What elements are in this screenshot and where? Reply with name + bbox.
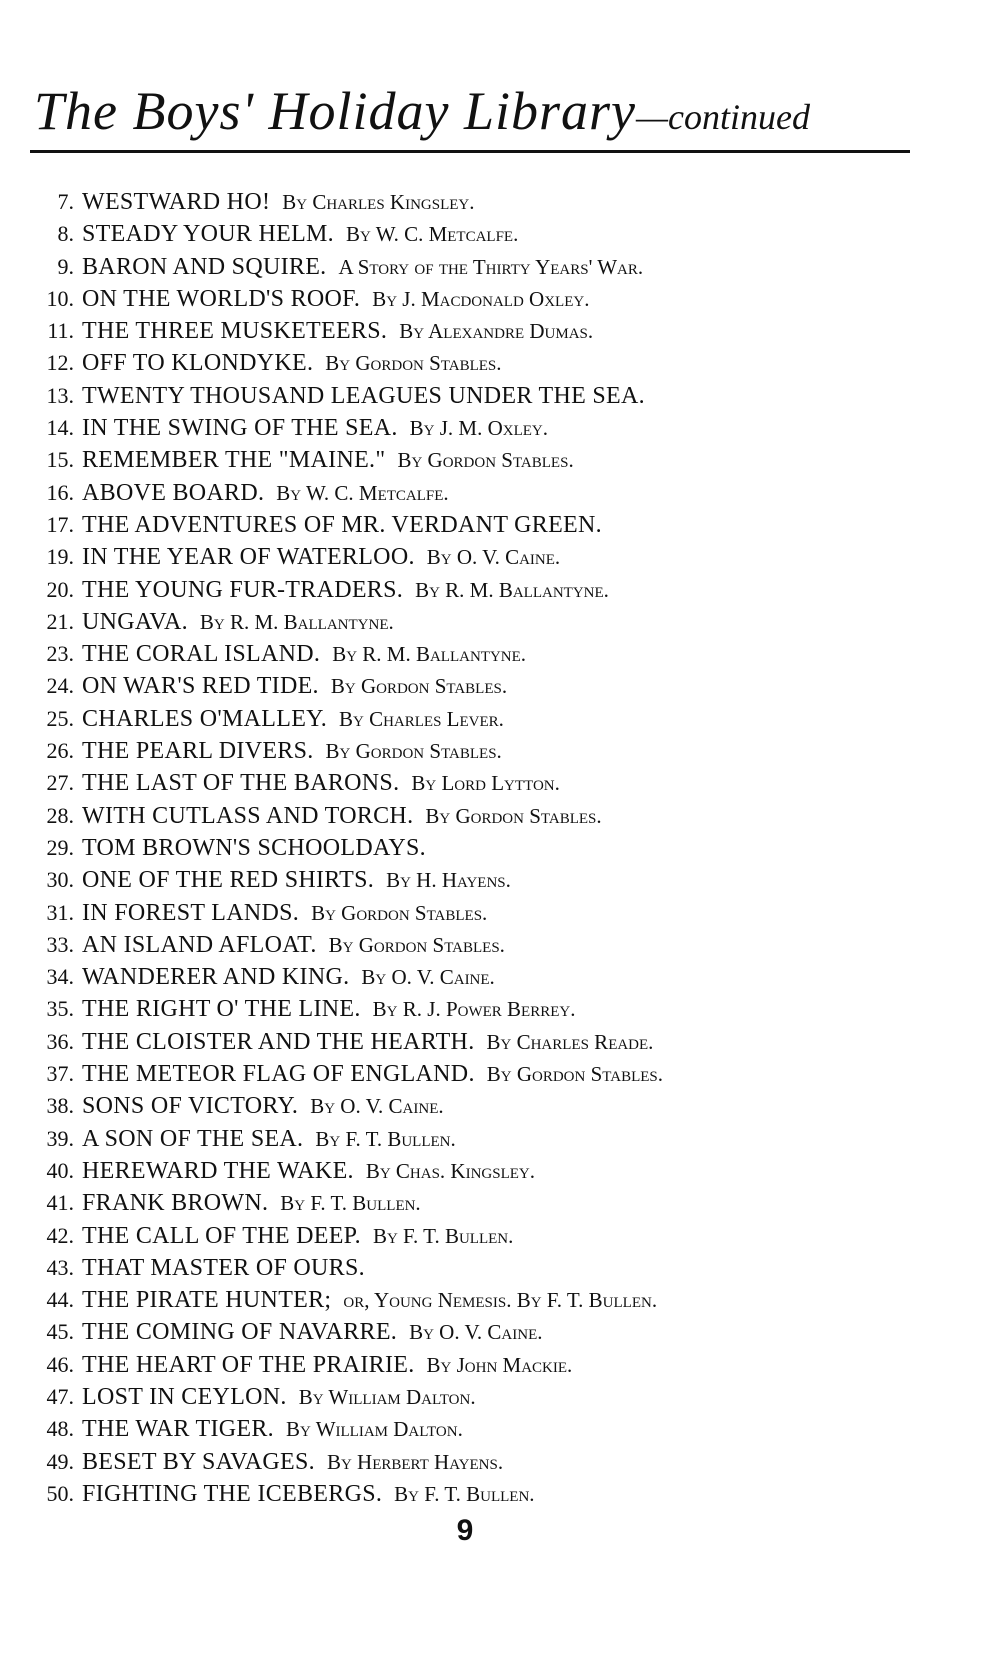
entry-author: By J. Macdonald Oxley. xyxy=(372,286,590,311)
entry-number: 35. xyxy=(46,996,74,1022)
entry-author: By W. C. Metcalfe. xyxy=(276,480,449,505)
entry-title: THE PIRATE HUNTER; xyxy=(82,1287,332,1314)
list-item xyxy=(32,1058,952,1090)
entry-author: By O. V. Caine. xyxy=(409,1320,543,1345)
entry-author: By R. J. Power Berrey. xyxy=(372,997,576,1022)
entry-number: 27. xyxy=(46,770,74,796)
entry-title: ABOVE BOARD. xyxy=(82,479,265,506)
entry-title: REMEMBER THE "MAINE." xyxy=(82,447,386,474)
entry-title: CHARLES O'MALLEY. xyxy=(82,705,327,732)
entry-author: By R. M. Ballantyne. xyxy=(415,577,609,602)
entry-number: 43. xyxy=(46,1254,74,1280)
entry-number: 21. xyxy=(46,608,74,634)
entry-author: By O. V. Caine. xyxy=(310,1094,444,1119)
entry-number: 14. xyxy=(46,415,74,441)
list-item xyxy=(32,315,952,347)
entry-title: THE METEOR FLAG OF ENGLAND. xyxy=(82,1061,475,1088)
entry-number: 17. xyxy=(46,511,74,537)
entry-number: 29. xyxy=(46,834,74,860)
entry-title: THE CLOISTER AND THE HEARTH. xyxy=(82,1028,475,1055)
entry-title: THE LAST OF THE BARONS. xyxy=(82,770,400,797)
entry-title: THE THREE MUSKETEERS. xyxy=(82,318,388,345)
entry-number: 19. xyxy=(46,544,74,570)
entry-title: SONS OF VICTORY. xyxy=(82,1093,299,1120)
entry-title: TOM BROWN'S SCHOOLDAYS. xyxy=(82,834,426,861)
entry-author: By Charles Reade. xyxy=(486,1029,654,1054)
entry-number: 38. xyxy=(46,1093,74,1119)
entry-number: 37. xyxy=(46,1061,74,1087)
entry-author: By William Dalton. xyxy=(298,1384,476,1409)
list-item xyxy=(32,1252,952,1284)
entry-author: By F. T. Bullen. xyxy=(315,1126,456,1151)
entry-author: By William Dalton. xyxy=(285,1417,463,1442)
entry-author: By Herbert Hayens. xyxy=(326,1449,504,1474)
entry-title: TWENTY THOUSAND LEAGUES UNDER THE SEA. xyxy=(82,382,645,409)
entry-number: 16. xyxy=(46,479,74,505)
entry-number: 23. xyxy=(46,641,74,667)
entry-title: THE HEART OF THE PRAIRIE. xyxy=(82,1351,415,1378)
list-item xyxy=(32,380,952,412)
entry-number: 8. xyxy=(57,221,74,247)
list-item xyxy=(32,477,952,509)
entry-title: WANDERER AND KING. xyxy=(82,964,350,991)
list-item xyxy=(32,670,952,702)
entry-author: or, Young Nemesis. By F. T. Bullen. xyxy=(343,1288,658,1313)
entry-title: A SON OF THE SEA. xyxy=(82,1125,304,1152)
entry-number: 15. xyxy=(46,447,74,473)
entry-number: 44. xyxy=(46,1287,74,1313)
entry-title: THAT MASTER OF OURS. xyxy=(82,1254,365,1281)
entry-number: 50. xyxy=(46,1480,74,1506)
entry-author: By R. M. Ballantyne. xyxy=(199,609,394,634)
entry-author: A Story of the Thirty Years' War. xyxy=(338,254,644,279)
entry-author: By Gordon Stables. xyxy=(425,803,602,828)
list-item xyxy=(32,1478,952,1510)
entry-author: By Gordon Stables. xyxy=(486,1062,663,1087)
entry-number: 10. xyxy=(46,285,74,311)
entry-number: 9. xyxy=(57,253,74,279)
list-item xyxy=(32,1090,952,1122)
entry-author: By F. T. Bullen. xyxy=(372,1223,514,1248)
entry-number: 30. xyxy=(46,867,74,893)
entry-title: OFF TO KLONDYKE. xyxy=(82,350,314,377)
entry-title: BARON AND SQUIRE. xyxy=(82,253,327,280)
list-item xyxy=(32,800,952,832)
entry-author: By Gordon Stables. xyxy=(311,900,488,925)
entry-title: IN FOREST LANDS. xyxy=(82,899,300,926)
list-item xyxy=(32,1446,952,1478)
entry-author: By W. C. Metcalfe. xyxy=(345,222,519,247)
list-item xyxy=(32,412,952,444)
entry-author: By F. T. Bullen. xyxy=(394,1481,535,1506)
entry-author: By John Mackie. xyxy=(426,1352,573,1377)
entry-author: By Gordon Stables. xyxy=(325,739,502,764)
entry-author: By Alexandre Dumas. xyxy=(399,319,594,344)
list-item xyxy=(32,444,952,476)
list-item xyxy=(32,638,952,670)
entry-title: IN THE SWING OF THE SEA. xyxy=(82,415,398,442)
entry-title: HEREWARD THE WAKE. xyxy=(82,1157,354,1184)
entry-title: LOST IN CEYLON. xyxy=(82,1383,287,1410)
entry-number: 40. xyxy=(46,1157,74,1183)
entry-title: THE RIGHT O' THE LINE. xyxy=(82,996,361,1023)
continued-label: —continued xyxy=(636,97,811,137)
page-number: 9 xyxy=(456,1514,474,1547)
list-item xyxy=(32,993,952,1025)
list-item xyxy=(32,832,952,864)
list-item xyxy=(32,1220,952,1252)
entry-author: By O. V. Caine. xyxy=(426,545,561,570)
entry-author: By Gordon Stables. xyxy=(397,448,574,473)
entry-title: AN ISLAND AFLOAT. xyxy=(82,931,317,958)
entry-author: By Charles Lever. xyxy=(339,706,504,731)
entry-number: 24. xyxy=(46,673,74,699)
list-item xyxy=(32,347,952,379)
entry-author: By J. M. Oxley. xyxy=(409,416,548,441)
page-title xyxy=(34,78,810,150)
entry-number: 36. xyxy=(46,1028,74,1054)
entry-title: THE CALL OF THE DEEP. xyxy=(82,1222,361,1249)
entry-author: By O. V. Caine. xyxy=(361,965,495,990)
entry-number: 7. xyxy=(57,189,74,214)
entry-title: FIGHTING THE ICEBERGS. xyxy=(82,1480,383,1507)
entry-title: WITH CUTLASS AND TORCH. xyxy=(82,802,414,829)
entry-number: 33. xyxy=(46,931,74,957)
entry-number: 49. xyxy=(46,1448,74,1474)
list-item xyxy=(32,1187,952,1219)
entry-number: 41. xyxy=(46,1190,74,1216)
entry-number: 13. xyxy=(46,382,74,408)
list-item xyxy=(32,1284,952,1316)
entry-title: THE PEARL DIVERS. xyxy=(82,738,314,765)
list-item xyxy=(32,186,952,218)
list-item xyxy=(32,251,952,283)
entry-number: 28. xyxy=(46,802,74,828)
entry-title: THE CORAL ISLAND. xyxy=(82,641,321,668)
list-item xyxy=(32,509,952,541)
entry-author: By Charles Kingsley. xyxy=(282,190,475,214)
entry-number: 34. xyxy=(46,964,74,990)
entry-title: THE ADVENTURES OF MR. VERDANT GREEN. xyxy=(82,511,602,538)
entry-author: By Gordon Stables. xyxy=(330,674,508,699)
entry-number: 47. xyxy=(46,1383,74,1409)
list-item xyxy=(32,703,952,735)
entry-number: 42. xyxy=(46,1222,74,1248)
entry-author: By Gordon Stables. xyxy=(328,932,505,957)
entry-title: IN THE YEAR OF WATERLOO. xyxy=(82,544,415,571)
header-rule xyxy=(30,150,910,153)
entry-number: 25. xyxy=(46,705,74,731)
entry-title: THE COMING OF NAVARRE. xyxy=(82,1319,398,1346)
entry-number: 46. xyxy=(46,1351,74,1377)
entry-number: 20. xyxy=(46,576,74,602)
library-title: The Boys' Holiday Library xyxy=(34,81,637,141)
entry-number: 26. xyxy=(46,738,74,764)
list-item xyxy=(32,283,952,315)
entry-title: WESTWARD HO! xyxy=(82,189,271,215)
entry-title: UNGAVA. xyxy=(82,608,188,635)
entry-author: By R. M. Ballantyne. xyxy=(332,642,527,667)
entry-number: 31. xyxy=(46,899,74,925)
page-header xyxy=(30,78,910,158)
list-item xyxy=(32,767,952,799)
list-item xyxy=(32,735,952,767)
entry-title: BESET BY SAVAGES. xyxy=(82,1448,315,1475)
entry-author: By Chas. Kingsley. xyxy=(365,1158,536,1183)
entry-title: ON THE WORLD'S ROOF. xyxy=(82,285,361,312)
list-item xyxy=(32,1413,952,1445)
list-item xyxy=(32,1349,952,1381)
entry-number: 45. xyxy=(46,1319,74,1345)
entry-title: THE WAR TIGER. xyxy=(82,1416,274,1443)
entry-number: 39. xyxy=(46,1125,74,1151)
entry-title: THE YOUNG FUR-TRADERS. xyxy=(82,576,404,603)
entry-title: FRANK BROWN. xyxy=(82,1190,269,1217)
entry-number: 11. xyxy=(47,318,74,344)
list-item xyxy=(32,864,952,896)
list-item xyxy=(32,218,952,250)
entry-title: STEADY YOUR HELM. xyxy=(82,221,334,248)
entry-author: By F. T. Bullen. xyxy=(280,1191,421,1216)
list-item xyxy=(32,574,952,606)
entry-title: ONE OF THE RED SHIRTS. xyxy=(82,867,375,894)
list-item xyxy=(32,929,952,961)
entry-author: By H. Hayens. xyxy=(386,868,511,893)
list-item xyxy=(32,897,952,929)
entry-number: 48. xyxy=(46,1416,74,1442)
list-item xyxy=(32,541,952,573)
entry-number: 12. xyxy=(46,350,74,376)
list-item xyxy=(32,1123,952,1155)
list-item xyxy=(32,1026,952,1058)
entry-author: By Lord Lytton. xyxy=(411,771,560,796)
book-list xyxy=(32,186,952,1510)
list-item xyxy=(32,961,952,993)
list-item xyxy=(32,1381,952,1413)
list-item xyxy=(32,1316,952,1348)
entry-title: ON WAR'S RED TIDE. xyxy=(82,673,319,700)
list-item xyxy=(32,606,952,638)
list-item xyxy=(32,1155,952,1187)
entry-author: By Gordon Stables. xyxy=(325,351,502,376)
